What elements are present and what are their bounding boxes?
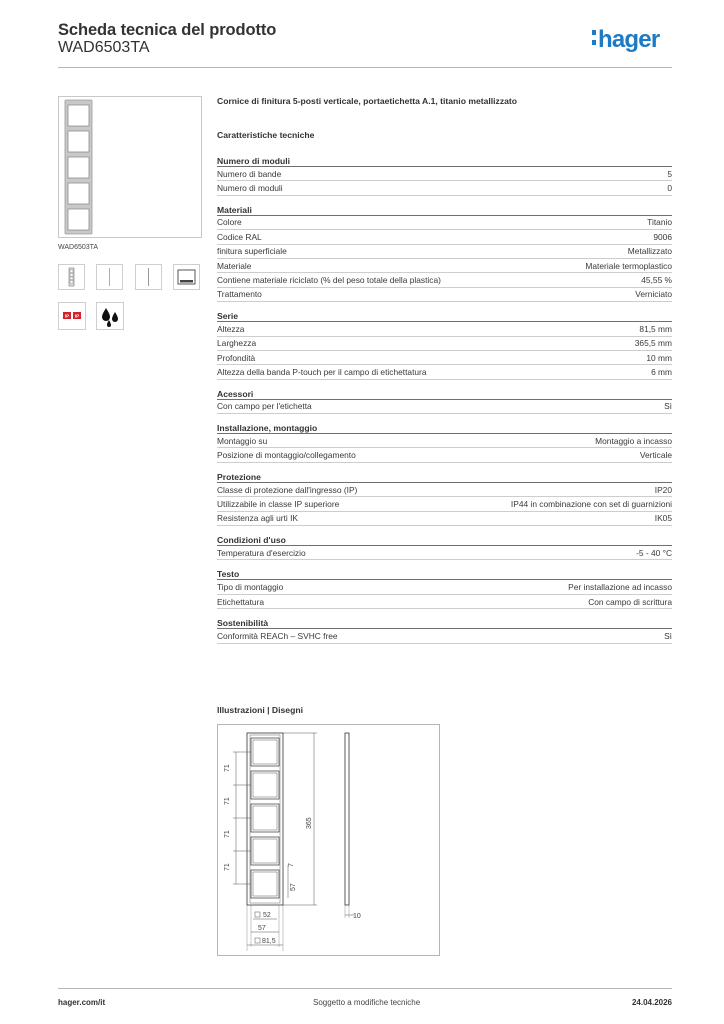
spec-row [217, 595, 672, 609]
spec-row [217, 322, 672, 336]
spec-label: Posizione di montaggio/collegamento [217, 450, 356, 461]
spec-section [217, 422, 672, 463]
spec-section-title: Condizioni d'uso [217, 534, 672, 546]
spec-label: Larghezza [217, 338, 257, 349]
water-drops-icon [96, 302, 124, 330]
dimension-drawing [217, 724, 440, 956]
spec-row [217, 580, 672, 594]
svg-text:IP: IP [74, 313, 80, 319]
spec-value: Sì [664, 630, 672, 641]
spec-row [217, 512, 672, 526]
logo-colon-icon [592, 30, 596, 45]
spec-label: Numero di bande [217, 168, 282, 179]
spec-label: Utilizzabile in classe IP superiore [217, 498, 340, 509]
spec-value: Metallizzato [627, 246, 672, 257]
thumbnail-box-icon [173, 264, 200, 290]
spec-section [217, 471, 672, 526]
spec-label: Resistenza agli urti IK [217, 513, 298, 524]
thumbnail-profile-icon [135, 264, 162, 290]
spec-label: Tipo di montaggio [217, 582, 284, 593]
spec-section-title: Materiali [217, 204, 672, 216]
header-divider [58, 67, 672, 68]
spec-section [217, 155, 672, 196]
spec-row [217, 546, 672, 560]
spec-row [217, 167, 672, 181]
spec-section-title: Sostenibilità [217, 617, 672, 629]
spec-value: 81,5 mm [639, 323, 672, 334]
spec-row [217, 181, 672, 195]
spec-label: Colore [217, 217, 242, 228]
spec-value: 10 mm [646, 352, 672, 363]
spec-label: Profondità [217, 352, 256, 363]
spec-value: -5 - 40 °C [636, 547, 672, 558]
spec-section-title: Acessori [217, 388, 672, 400]
spec-row [217, 448, 672, 462]
spec-label: Trattamento [217, 289, 262, 300]
spec-row [217, 365, 672, 379]
spec-value: Montaggio a incasso [595, 435, 672, 446]
footer-website-link[interactable]: hager.com/it [58, 998, 106, 1007]
dim-pitch-label: 71 [224, 863, 231, 871]
dim-height-label: 365 [306, 817, 313, 829]
spec-value: Con campo di scrittura [588, 596, 672, 607]
thumbnail-side-icon [96, 264, 123, 290]
spec-value: 9006 [653, 231, 672, 242]
spec-value: 6 mm [651, 366, 672, 377]
spec-section [217, 617, 672, 643]
spec-section-title: Protezione [217, 471, 672, 483]
spec-section [217, 534, 672, 560]
spec-value: IP44 in combinazione con set di guarnizioni [510, 498, 672, 509]
spec-value: Per installazione ad incasso [568, 582, 672, 593]
spec-section [217, 204, 672, 302]
spec-value: Sì [664, 401, 672, 412]
page-title: Scheda tecnica del prodotto [58, 21, 277, 39]
illustrations-title: Illustrazioni | Disegni [217, 705, 303, 715]
spec-label: Con campo per l'etichetta [217, 401, 312, 412]
spec-value: Titanio [647, 217, 672, 228]
specs-title: Caratteristiche tecniche [217, 130, 315, 140]
thumbnail-front-icon [58, 264, 85, 290]
spec-label: Numero di moduli [217, 183, 283, 194]
dim-depth-label: 10 [353, 913, 361, 920]
spec-row [217, 483, 672, 497]
spec-value: IP20 [654, 484, 672, 495]
spec-label: Classe di protezione dall'ingresso (IP) [217, 484, 358, 495]
logo-text: hager [598, 26, 660, 53]
product-description: Cornice di finitura 5-posti verticale, portaetichetta A.1, titanio metallizzato [217, 96, 518, 106]
spec-row [217, 273, 672, 287]
spec-row [217, 351, 672, 365]
spec-row [217, 259, 672, 273]
spec-label: Materiale [217, 260, 252, 271]
spec-value: Materiale termoplastico [585, 260, 672, 271]
spec-label: Codice RAL [217, 231, 262, 242]
hager-logo [592, 28, 659, 52]
spec-label: finitura superficiale [217, 246, 287, 257]
spec-section-title: Serie [217, 310, 672, 322]
spec-label: Conformità REACh – SVHC free [217, 630, 338, 641]
dim-outer-width-label: 81,5 [262, 938, 276, 945]
spec-value: IK05 [654, 513, 672, 524]
dim-pitch-label: 71 [224, 830, 231, 838]
spec-row [217, 245, 672, 259]
dim-inner-width-label: 52 [263, 912, 271, 919]
dim-module-width-label: 57 [258, 925, 266, 932]
footer-note: Soggetto a modifiche tecniche [313, 998, 421, 1007]
footer-divider [58, 988, 672, 989]
svg-text:IP: IP [64, 313, 70, 319]
spec-row [217, 497, 672, 511]
spec-row [217, 216, 672, 230]
product-image-caption: WAD6503TA [58, 244, 99, 251]
spec-row [217, 434, 672, 448]
spec-value: Verticale [639, 450, 672, 461]
spec-label: Altezza [217, 323, 245, 334]
spec-section [217, 568, 672, 609]
spec-section [217, 310, 672, 380]
spec-label: Etichettatura [217, 596, 265, 607]
dim-module-height-label: 57 [290, 883, 297, 891]
technical-specs [217, 129, 672, 652]
spec-row [217, 230, 672, 244]
specs-sections [217, 155, 672, 644]
spec-row [217, 288, 672, 302]
spec-row [217, 337, 672, 351]
spec-label: Altezza della banda P-touch per il campo di etichettatura [217, 366, 427, 377]
dim-pitch-label: 71 [224, 764, 231, 772]
spec-value: 365,5 mm [634, 338, 672, 349]
product-image [58, 96, 202, 238]
spec-section-title: Testo [217, 568, 672, 580]
spec-value: Verniciato [635, 289, 672, 300]
spec-section-title: Installazione, montaggio [217, 422, 672, 434]
product-code: WAD6503TA [58, 39, 150, 56]
ip-rating-badge-icon [58, 302, 86, 330]
spec-value: 0 [667, 183, 672, 194]
dim-pitch-label: 71 [224, 797, 231, 805]
spec-section [217, 388, 672, 414]
spec-row [217, 400, 672, 414]
spec-row [217, 629, 672, 643]
spec-section-title: Numero di moduli [217, 155, 672, 167]
spec-label: Contiene materiale riciclato (% del peso totale della plastica) [217, 275, 441, 286]
spec-label: Montaggio su [217, 435, 268, 446]
spec-value: 45,55 % [641, 275, 672, 286]
spec-value: 5 [667, 168, 672, 179]
footer-date: 24.04.2026 [631, 998, 672, 1007]
spec-label: Temperatura d'esercizio [217, 547, 306, 558]
dim-gap-label: 7 [288, 863, 295, 867]
